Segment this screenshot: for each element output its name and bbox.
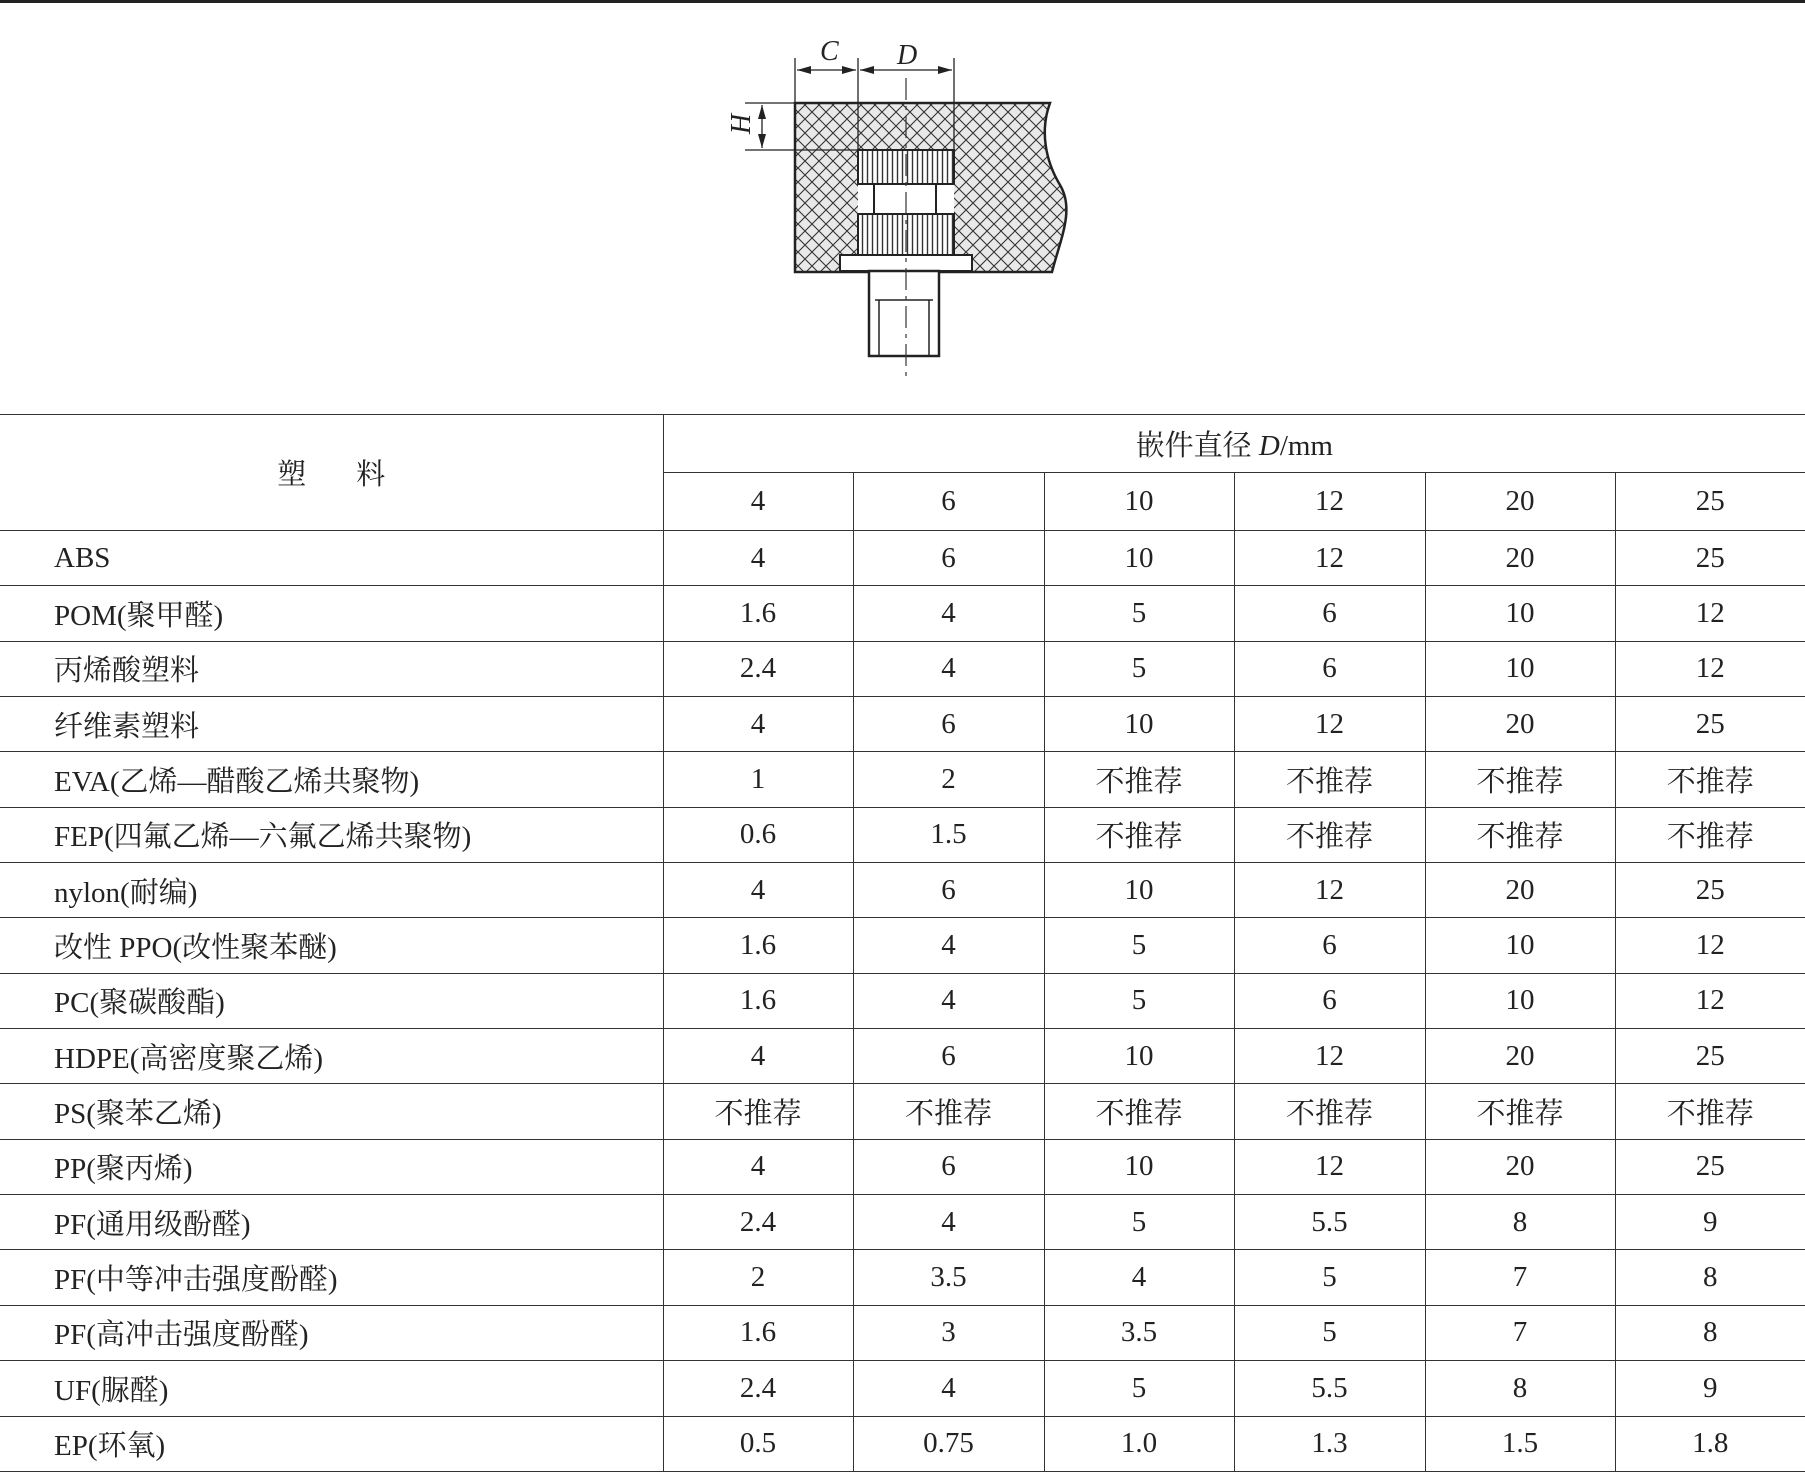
value-cell: 1.6	[663, 973, 853, 1028]
value-cell: 12	[1615, 918, 1805, 973]
material-name-cell: POM(聚甲醛)	[0, 586, 663, 641]
value-cell: 1.6	[663, 1305, 853, 1360]
value-cell: 不推荐	[1044, 807, 1234, 862]
value-cell: 2.4	[663, 1195, 853, 1250]
diameter-header-cell: 20	[1425, 473, 1615, 531]
dim-label-c: C	[820, 36, 839, 67]
value-cell: 3	[853, 1305, 1044, 1360]
material-name-cell: nylon(耐编)	[0, 863, 663, 918]
material-name-cell: PF(通用级酚醛)	[0, 1195, 663, 1250]
value-cell: 不推荐	[1425, 752, 1615, 807]
value-cell: 4	[663, 1029, 853, 1084]
value-cell: 不推荐	[1615, 752, 1805, 807]
material-name-cell: 纤维素塑料	[0, 697, 663, 752]
value-cell: 10	[1425, 973, 1615, 1028]
value-cell: 6	[1234, 641, 1425, 696]
value-cell: 4	[1044, 1250, 1234, 1305]
table-row	[0, 1029, 1805, 1084]
value-cell: 10	[1044, 531, 1234, 586]
value-cell: 2.4	[663, 641, 853, 696]
value-cell: 1.6	[663, 586, 853, 641]
table-row	[0, 1305, 1805, 1360]
value-cell: 6	[853, 531, 1044, 586]
table-row	[0, 1250, 1805, 1305]
value-cell: 6	[1234, 973, 1425, 1028]
value-cell: 不推荐	[1615, 807, 1805, 862]
value-cell: 1.5	[1425, 1416, 1615, 1472]
value-cell: 不推荐	[1234, 1084, 1425, 1139]
value-cell: 12	[1234, 863, 1425, 918]
material-name-cell: PC(聚碳酸酯)	[0, 973, 663, 1028]
value-cell: 7	[1425, 1305, 1615, 1360]
table-row	[0, 1084, 1805, 1139]
table-row	[0, 863, 1805, 918]
diameter-header-symbol: D	[1258, 430, 1280, 462]
value-cell: 10	[1425, 918, 1615, 973]
value-cell: 8	[1615, 1305, 1805, 1360]
material-name-cell: PF(高冲击强度酚醛)	[0, 1305, 663, 1360]
table-row	[0, 1361, 1805, 1416]
value-cell: 不推荐	[1615, 1084, 1805, 1139]
insert-depth-table	[0, 414, 1805, 1472]
value-cell: 6	[853, 1139, 1044, 1194]
value-cell: 不推荐	[853, 1084, 1044, 1139]
value-cell: 不推荐	[1044, 752, 1234, 807]
value-cell: 20	[1425, 863, 1615, 918]
value-cell: 12	[1234, 697, 1425, 752]
value-cell: 12	[1234, 1029, 1425, 1084]
value-cell: 20	[1425, 531, 1615, 586]
value-cell: 10	[1044, 697, 1234, 752]
value-cell: 7	[1425, 1250, 1615, 1305]
material-name-cell: ABS	[0, 531, 663, 586]
value-cell: 4	[853, 641, 1044, 696]
diameter-header-prefix: 嵌件直径	[1135, 430, 1259, 462]
table-row	[0, 531, 1805, 586]
table-row	[0, 1195, 1805, 1250]
table-row	[0, 641, 1805, 696]
diameter-header-cell: 10	[1044, 473, 1234, 531]
dim-label-h: H	[726, 113, 758, 135]
value-cell: 4	[663, 863, 853, 918]
value-cell: 4	[853, 918, 1044, 973]
value-cell: 4	[663, 1139, 853, 1194]
value-cell: 12	[1615, 973, 1805, 1028]
value-cell: 9	[1615, 1195, 1805, 1250]
diameter-header-cell: 6	[853, 473, 1044, 531]
value-cell: 8	[1425, 1195, 1615, 1250]
value-cell: 4	[853, 1361, 1044, 1416]
value-cell: 4	[853, 586, 1044, 641]
value-cell: 5.5	[1234, 1361, 1425, 1416]
value-cell: 0.6	[663, 807, 853, 862]
value-cell: 1.8	[1615, 1416, 1805, 1472]
value-cell: 0.75	[853, 1416, 1044, 1472]
value-cell: 10	[1044, 1029, 1234, 1084]
value-cell: 4	[663, 531, 853, 586]
value-cell: 12	[1615, 586, 1805, 641]
value-cell: 不推荐	[663, 1084, 853, 1139]
value-cell: 8	[1615, 1250, 1805, 1305]
value-cell: 5	[1044, 918, 1234, 973]
material-name-cell: PS(聚苯乙烯)	[0, 1084, 663, 1139]
value-cell: 不推荐	[1234, 752, 1425, 807]
material-name-cell: HDPE(高密度聚乙烯)	[0, 1029, 663, 1084]
material-name-cell: 丙烯酸塑料	[0, 641, 663, 696]
value-cell: 2	[663, 1250, 853, 1305]
material-name-cell: PP(聚丙烯)	[0, 1139, 663, 1194]
value-cell: 10	[1044, 1139, 1234, 1194]
diameter-header-cell: 12	[1234, 473, 1425, 531]
value-cell: 5	[1044, 641, 1234, 696]
table-row	[0, 752, 1805, 807]
value-cell: 9	[1615, 1361, 1805, 1416]
value-cell: 20	[1425, 697, 1615, 752]
value-cell: 4	[663, 697, 853, 752]
value-cell: 3.5	[1044, 1305, 1234, 1360]
value-cell: 5	[1044, 973, 1234, 1028]
table-row	[0, 1416, 1805, 1472]
material-name-cell: FEP(四氟乙烯—六氟乙烯共聚物)	[0, 807, 663, 862]
value-cell: 5	[1044, 1195, 1234, 1250]
value-cell: 6	[1234, 918, 1425, 973]
table-row	[0, 586, 1805, 641]
value-cell: 5.5	[1234, 1195, 1425, 1250]
value-cell: 25	[1615, 1139, 1805, 1194]
value-cell: 12	[1234, 1139, 1425, 1194]
value-cell: 20	[1425, 1029, 1615, 1084]
value-cell: 5	[1044, 586, 1234, 641]
material-column-header: 塑料	[0, 415, 663, 531]
value-cell: 5	[1044, 1361, 1234, 1416]
value-cell: 25	[1615, 1029, 1805, 1084]
value-cell: 10	[1425, 586, 1615, 641]
diameter-header-cell: 4	[663, 473, 853, 531]
dim-label-d: D	[897, 40, 918, 71]
value-cell: 12	[1615, 641, 1805, 696]
value-cell: 1	[663, 752, 853, 807]
value-cell: 6	[853, 697, 1044, 752]
diameter-group-header	[663, 415, 1805, 473]
material-name-cell: 改性 PPO(改性聚苯醚)	[0, 918, 663, 973]
value-cell: 1.6	[663, 918, 853, 973]
value-cell: 2	[853, 752, 1044, 807]
value-cell: 1.5	[853, 807, 1044, 862]
value-cell: 不推荐	[1234, 807, 1425, 862]
value-cell: 不推荐	[1425, 1084, 1615, 1139]
table-row	[0, 1139, 1805, 1194]
value-cell: 2.4	[663, 1361, 853, 1416]
value-cell: 3.5	[853, 1250, 1044, 1305]
table-body	[0, 531, 1805, 1472]
material-name-cell: UF(脲醛)	[0, 1361, 663, 1416]
value-cell: 10	[1425, 641, 1615, 696]
material-name-cell: EVA(乙烯—醋酸乙烯共聚物)	[0, 752, 663, 807]
value-cell: 25	[1615, 531, 1805, 586]
value-cell: 20	[1425, 1139, 1615, 1194]
value-cell: 0.5	[663, 1416, 853, 1472]
value-cell: 5	[1234, 1305, 1425, 1360]
value-cell: 不推荐	[1425, 807, 1615, 862]
insert-diagram	[0, 0, 1805, 410]
value-cell: 6	[853, 1029, 1044, 1084]
material-name-cell: PF(中等冲击强度酚醛)	[0, 1250, 663, 1305]
table-row	[0, 973, 1805, 1028]
value-cell: 12	[1234, 531, 1425, 586]
value-cell: 6	[1234, 586, 1425, 641]
value-cell: 4	[853, 1195, 1044, 1250]
diameter-header-cell: 25	[1615, 473, 1805, 531]
value-cell: 6	[853, 863, 1044, 918]
value-cell: 1.3	[1234, 1416, 1425, 1472]
table-row	[0, 697, 1805, 752]
diameter-header-unit: /mm	[1279, 430, 1333, 462]
value-cell: 8	[1425, 1361, 1615, 1416]
value-cell: 4	[853, 973, 1044, 1028]
material-name-cell: EP(环氧)	[0, 1416, 663, 1472]
value-cell: 25	[1615, 863, 1805, 918]
table-row	[0, 918, 1805, 973]
value-cell: 1.0	[1044, 1416, 1234, 1472]
value-cell: 5	[1234, 1250, 1425, 1305]
value-cell: 25	[1615, 697, 1805, 752]
value-cell: 10	[1044, 863, 1234, 918]
value-cell: 不推荐	[1044, 1084, 1234, 1139]
table-row	[0, 807, 1805, 862]
